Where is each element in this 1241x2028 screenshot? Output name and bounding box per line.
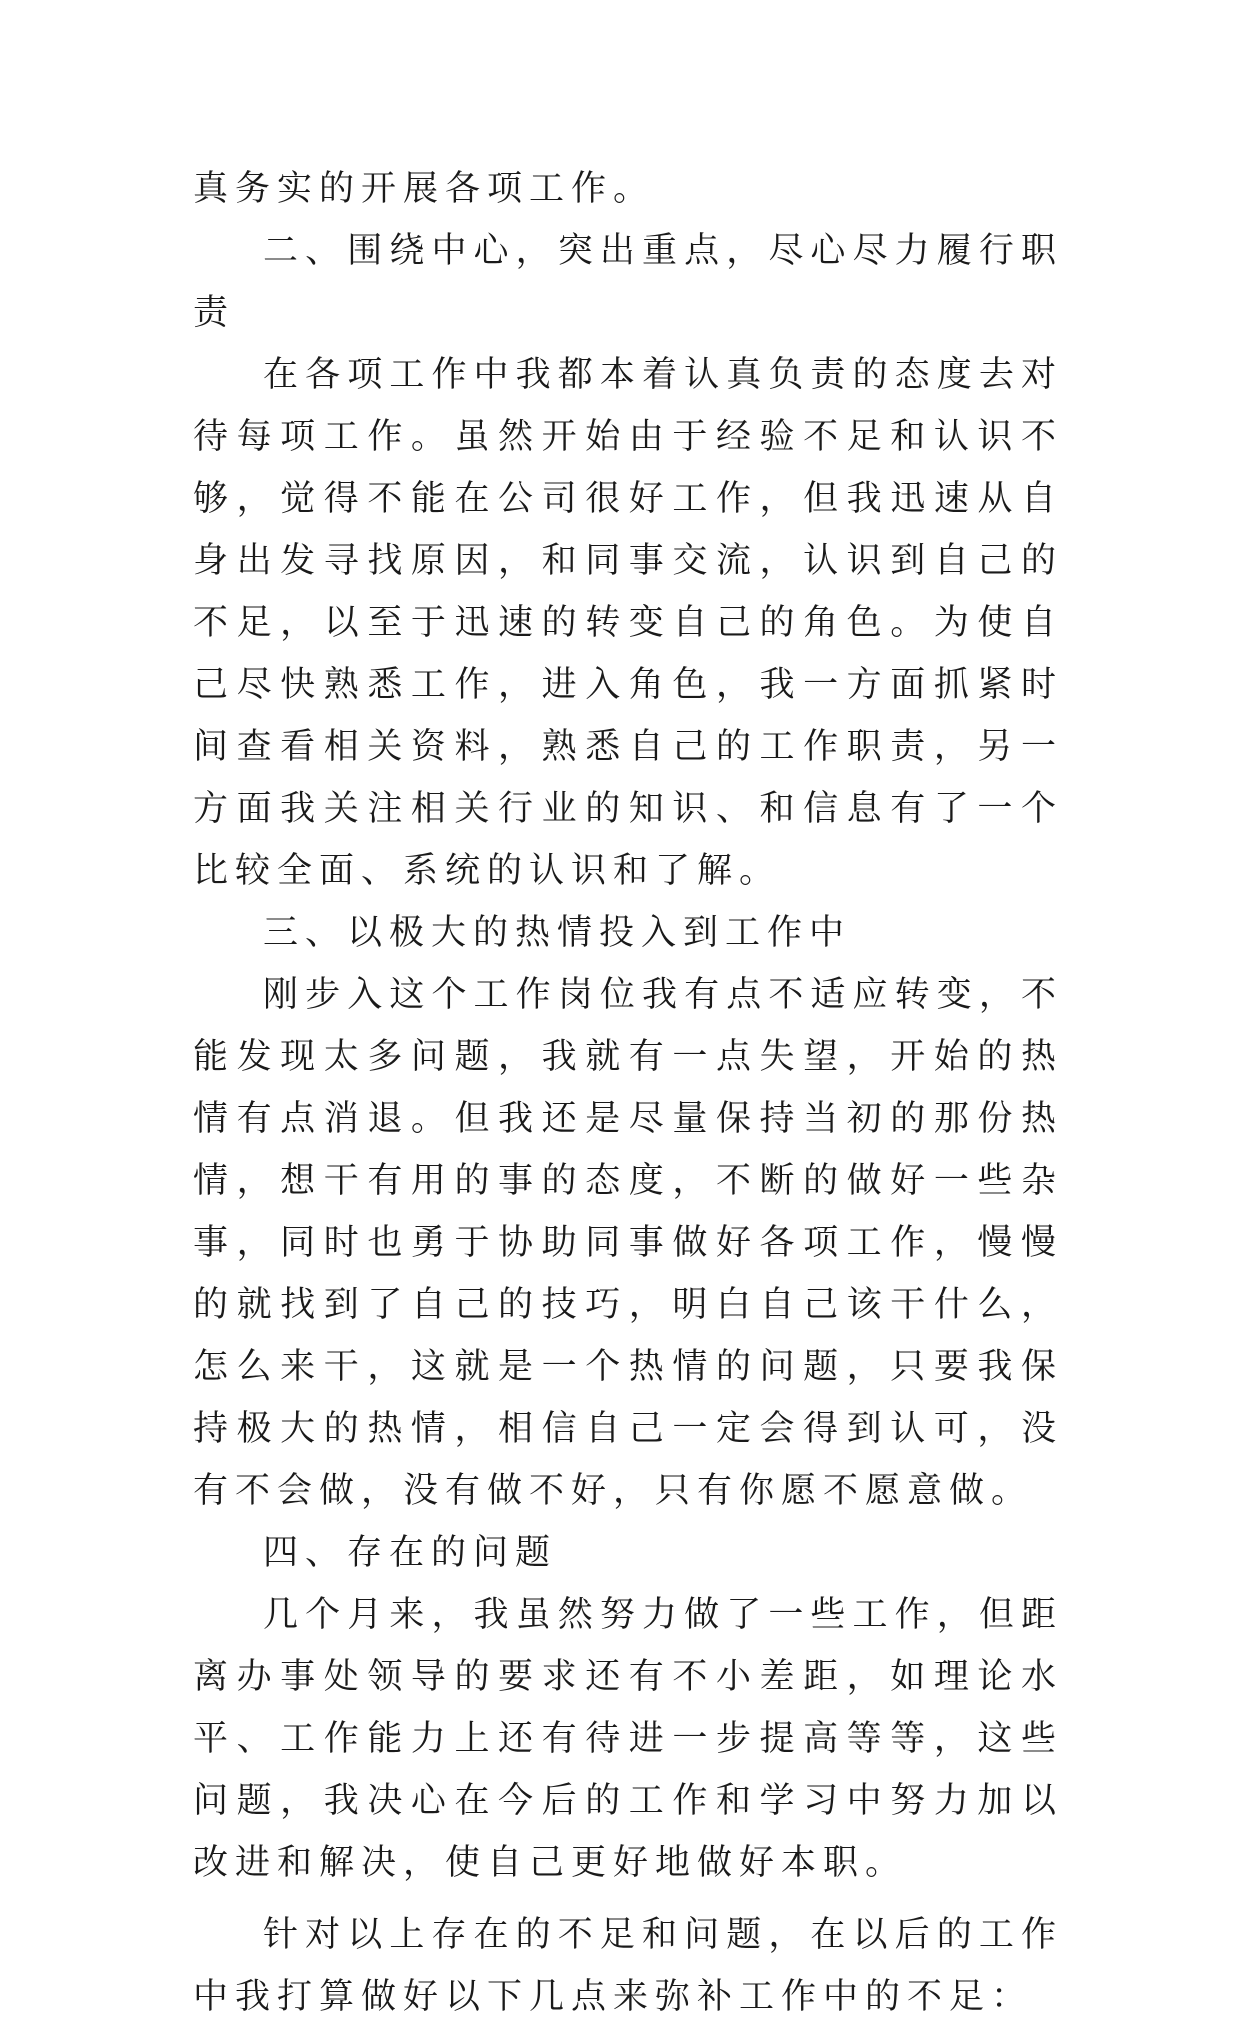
- paragraph-improvement-plan: 针对以上存在的不足和问题，在以后的工作中我打算做好以下几点来弥补工作中的不足：: [193, 1915, 1063, 2017]
- paragraph-section-2: 在各项工作中我都本着认真负责的态度去对待每项工作。虽然开始由于经验不足和认识不够，觉得不能在公司很好工作，但我迅速从自身出发寻找原因，和同事交流，认识到自己的不足，以至于迅速的转变自己的角色。为使自己尽快熟悉工作，进入角色，我一方面抓紧时间查看相关资料，熟悉自己的工作职责，另一方面我关注相关行业的知识、和信息有了一个比较全面、系统的认识和了解。: [193, 355, 1063, 891]
- document-body: [193, 158, 1063, 2028]
- section-heading-3: 三、以极大的热情投入到工作中: [263, 913, 852, 953]
- section-heading-4: 四、存在的问题: [263, 1533, 558, 1573]
- paragraph-section-3: 刚步入这个工作岗位我有点不适应转变，不能发现太多问题，我就有一点失望，开始的热情有点消退。但我还是尽量保持当初的那份热情，想干有用的事的态度，不断的做好一些杂事，同时也勇于协助同事做好各项工作，慢慢的就找到了自己的技巧，明白自己该干什么，怎么来干，这就是一个热情的问题，只要我保持极大的热情，相信自己一定会得到认可，没有不会做，没有做不好，只有你愿不愿意做。: [193, 975, 1063, 1511]
- paragraph-section-4: 几个月来，我虽然努力做了一些工作，但距离办事处领导的要求还有不小差距，如理论水平、工作能力上还有待进一步提高等等，这些问题，我决心在今后的工作和学习中努力加以改进和解决，使自己更好地做好本职。: [193, 1595, 1063, 1883]
- section-heading-2: 二、围绕中心，突出重点，尽心尽力履行职责: [193, 231, 1063, 333]
- paragraph-continuation: 真务实的开展各项工作。: [193, 169, 656, 209]
